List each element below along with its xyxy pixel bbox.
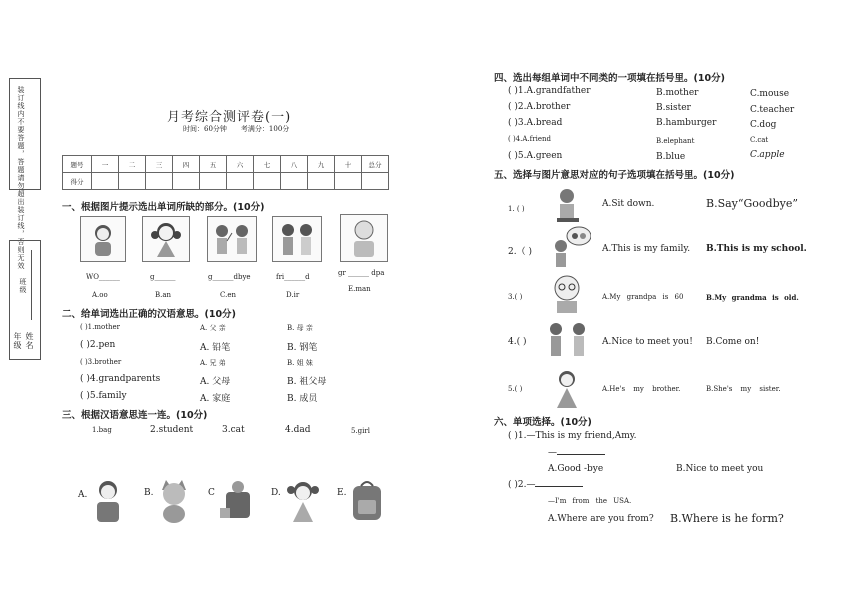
score-cell: 四 [173,156,200,173]
s4-q5-b: B.blue [656,152,686,162]
s5-q4-b: B.Come on! [706,337,760,347]
score-input[interactable] [92,173,119,190]
s5-q2-b: B.This is my school. [706,244,807,254]
blank-5: gr ______ dpa [338,269,385,277]
s4-q2-a[interactable]: ( )2.A.brother [508,102,571,112]
s5-q5-b: B.She's my sister. [706,385,781,393]
s2-q1[interactable]: ( )1.mother [80,323,121,331]
girl-ponytail-icon[interactable] [283,478,323,524]
page-subtitle: 时间：60分钟 考满分：100分 [183,125,290,133]
blank-1: WO______ [86,273,120,281]
s6-q1-blank[interactable] [557,454,605,455]
friends-picture [272,216,322,262]
two-kids-icon [545,320,591,362]
class-label: 班级 [19,278,27,294]
score-cell: 题号 [63,156,92,173]
cat-icon[interactable] [156,478,192,524]
s2-q3[interactable]: ( )3.brother [80,358,122,366]
s5-q4[interactable]: 4.( ) [508,337,527,347]
word-5[interactable]: 5.girl [351,427,370,435]
waving-people-icon [208,217,256,261]
s4-q1-c: C.mouse [750,89,790,99]
s6-q2-reply: —I'm from the USA. [548,497,632,505]
s4-q4-b: B.elephant [656,137,695,145]
s5-q5[interactable]: 5.( ) [508,385,523,393]
letter-e: E. [337,488,347,498]
score-header-row [63,156,389,173]
score-input[interactable] [119,173,146,190]
s2-q4-a: A. 父母 [200,377,231,387]
s5-q2-a: A.This is my family. [602,244,691,254]
grandpa-picture [340,214,388,262]
s4-q4-c: C.cat [750,136,769,144]
score-value-row [63,173,389,190]
s2-q5-a: A. 家庭 [200,394,231,404]
s5-q1-a: A.Sit down. [602,199,655,209]
s2-q1-a: A. 父 亲 [200,324,226,332]
score-cell: 六 [227,156,254,173]
score-cell: 二 [119,156,146,173]
s2-q5[interactable]: ( )5.family [80,391,127,401]
letter-b: B. [144,488,154,498]
s2-q1-b: B. 母 亲 [287,324,313,332]
backpack-icon[interactable] [347,478,387,524]
s5-q3[interactable]: 3.( ) [508,293,523,301]
option-e: E.man [348,285,371,293]
girl-icon [81,217,125,261]
name-label: 姓名 [25,332,34,350]
word-2[interactable]: 2.student [150,425,194,435]
s4-q5-c: C.apple [750,150,785,160]
blank-4: fri______d [276,273,310,281]
binding-notice: 装订线内不要答题，答题请勿超出装订线，否则无效 [17,86,25,270]
s5-q5-a: A.He's my brother. [602,385,681,393]
s6-q1-b: B.Nice to meet you [676,464,764,474]
score-input[interactable] [281,173,308,190]
s6-q2-blank[interactable] [535,486,583,487]
section4-heading: 四、选出每组单词中不同类的一项填在括号里。(10分) [494,73,725,84]
grade-label: 年级 [13,332,22,350]
s5-q1[interactable]: 1. ( ) [508,205,525,213]
s6-q1[interactable]: ( )1.—This is my friend,Amy. [508,431,637,441]
s6-q1-a: A.Good -bye [548,464,604,474]
s2-q3-a: A. 兄 弟 [200,359,226,367]
s5-q2[interactable]: 2.（ ) [508,247,532,257]
section3-heading: 三、根据汉语意思连一连。(10分) [62,410,208,421]
score-cell: 五 [200,156,227,173]
grandpa-icon [341,215,387,261]
blank-2: g______ [150,273,176,281]
section5-heading: 五、选择与图片意思对应的句子选项填在括号里。(10分) [494,170,735,181]
girl-sister-icon [549,368,585,410]
s2-q4[interactable]: ( )4.grandparents [80,374,161,384]
s4-q3-b: B.hamburger [656,118,717,128]
score-input[interactable] [200,173,227,190]
option-b: B.an [155,291,172,299]
option-c: C.en [220,291,236,299]
option-a: A.oo [92,291,108,299]
s4-q1-b: B.mother [656,88,699,98]
girl-braids-picture [142,216,190,262]
score-cell: 七 [254,156,281,173]
boy-icon[interactable] [90,478,126,524]
s2-q3-b: B. 姐 妹 [287,359,313,367]
s4-q3-c: C.dog [750,120,777,130]
family-icon [547,226,591,272]
score-cell: 八 [281,156,308,173]
s5-q4-a: A.Nice to meet you! [602,337,693,347]
s6-q2 [508,480,583,490]
s5-q3-b: B.My grandma is old. [706,293,799,302]
score-cell: 十 [335,156,362,173]
s2-q5-b: B. 成员 [287,394,318,404]
score-input[interactable] [335,173,362,190]
letter-a: A. [78,490,88,500]
s2-q2-a: A. 铅笔 [200,343,231,353]
score-cell: 总分 [362,156,389,173]
name-line [31,250,32,320]
s2-q4-b: B. 祖父母 [287,377,327,387]
goodbye-picture [207,216,257,262]
score-input[interactable] [227,173,254,190]
s4-q4-a[interactable]: ( )4.A.friend [508,135,551,143]
score-input[interactable] [254,173,281,190]
letter-c: C [208,488,215,498]
score-input[interactable] [173,173,200,190]
section1-heading: 一、根据图片提示选出单词所缺的部分。(10分) [62,202,265,213]
score-cell: 九 [308,156,335,173]
s5-q1-b: B.Say“Goodbye” [706,197,798,210]
score-cell: 三 [146,156,173,173]
blank-3: g______dbye [208,273,251,281]
s6-q1-reply [548,448,605,458]
girl-picture [80,216,126,262]
letter-d: D. [271,488,281,498]
score-input[interactable] [362,173,389,190]
score-input[interactable] [146,173,173,190]
score-cell: 一 [92,156,119,173]
section6-heading: 六、单项选择。(10分) [494,417,592,428]
option-d: D.ir [286,291,300,299]
s2-q2[interactable]: ( )2.pen [80,340,116,350]
friends-icon [273,217,321,261]
s6-q2-label[interactable]: ( )2.— [508,480,536,490]
s4-q1-a[interactable]: ( )1.A.grandfather [508,86,591,96]
s6-q2-a: A.Where are you from? [548,514,654,524]
sitting-icon [547,186,587,230]
s4-q5-a[interactable]: ( )5.A.green [508,151,563,161]
schoolbag-icon[interactable] [216,478,258,522]
s6-q2-b: B.Where is he form? [670,512,784,525]
score-cell: 得分 [63,173,92,190]
score-input[interactable] [308,173,335,190]
word-4[interactable]: 4.dad [285,425,311,435]
score-table [62,155,389,190]
s5-q3-a: A.My grandpa is 60 [602,293,684,301]
page-title: 月考综合测评卷(一) [167,110,292,125]
word-1[interactable]: 1.bag [92,426,112,434]
s4-q2-c: C.teacher [750,105,795,115]
s6-q1-dash: — [548,448,557,458]
s4-q2-b: B.sister [656,103,691,113]
word-3[interactable]: 3.cat [222,425,245,435]
girl-braids-icon [143,217,189,261]
s4-q3-a[interactable]: ( )3.A.bread [508,118,563,128]
grandpa-face-icon [549,272,585,314]
section2-heading: 二、给单词选出正确的汉语意思。(10分) [62,309,236,320]
s2-q2-b: B. 钢笔 [287,343,318,353]
